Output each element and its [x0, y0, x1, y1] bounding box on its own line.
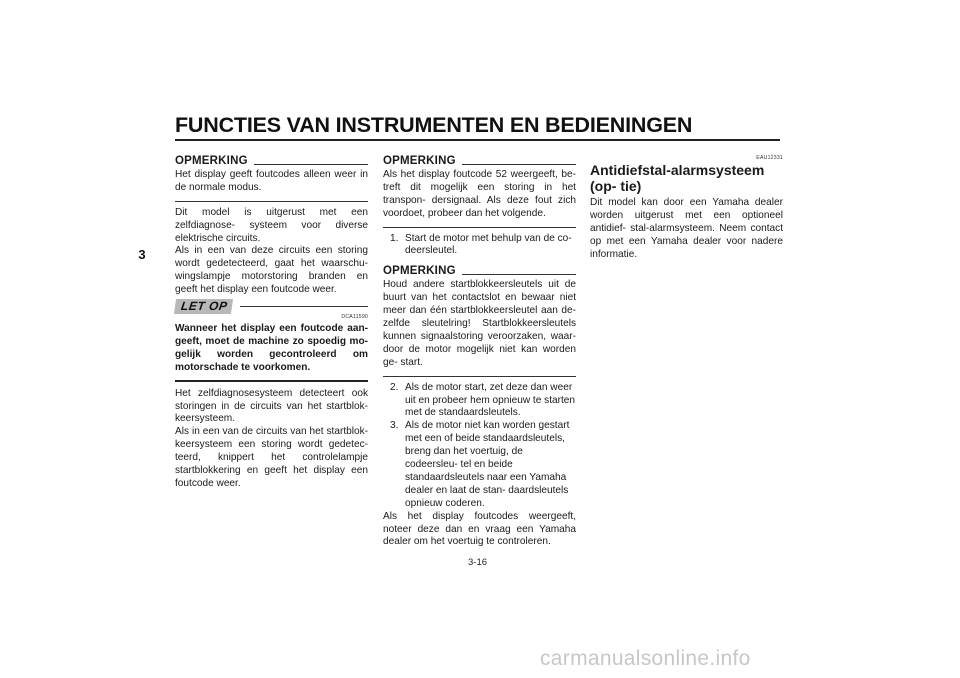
chapter-tab: 3 — [128, 238, 156, 270]
caution-header — [175, 299, 368, 314]
page-number: 3-16 — [468, 557, 488, 568]
step-number: 1. — [390, 232, 399, 244]
paragraph: Als het display foutcodes weergeeft, noteer deze dan en vraag een Yamaha dealer om het voertuig te controleren. — [383, 510, 576, 548]
section-code: EAU12331 — [756, 155, 783, 161]
list-item — [383, 420, 576, 510]
caution-divider — [240, 306, 368, 307]
note-text: Als het display foutcode 52 weergeeft, be- treft dit mogelijk een storing in het transpon- dersignaal. Als deze fout zich voordoet, probeer dan het volgende. — [383, 168, 576, 219]
column-2 — [383, 155, 576, 549]
step-list — [383, 382, 576, 511]
paragraph: Het zelfdiagnosesysteem detecteert ook storingen in de circuits van het startblok- keersysteem. — [175, 387, 368, 425]
note-label: OPMERKING — [383, 265, 456, 278]
paragraph: Als in een van de circuits van het startblok- keersysteem een storing wordt gedetec- teerd, knippert het controlelampje startblokkering en geeft het display een foutcode weer. — [175, 426, 368, 489]
note-label: OPMERKING — [175, 155, 248, 167]
page-title: FUNCTIES VAN INSTRUMENTEN EN BEDIENINGEN — [175, 113, 693, 137]
note-text: Houd andere startblokkeersleutels uit de buurt van het contactslot en bewaar niet meer dan één startblokkeersleutel aan de- zelfde sleutelring! Startblokkeersleutels kunnen signaalstoring veroorzaken, waar- door de motor mogelijk niet kan worden ge- start. — [383, 279, 576, 368]
step-text: Als de motor niet kan worden gestart met een of beide standaardsleutels, breng dan het voertuig, de codeersleu- tel en beide standaardsleutels naar een Yamaha dealer en laat de stan- daardsleutels opnieuw coderen. — [405, 420, 570, 509]
step-list — [383, 233, 576, 259]
step-text: Start de motor met behulp van de co- deersleutel. — [405, 232, 572, 257]
column-1 — [175, 155, 368, 491]
caution-code: DCA11590 — [341, 313, 368, 320]
note-header — [175, 155, 368, 168]
caution-text: Wanneer het display een foutcode aan- geeft, moet de machine zo spoedig mo- gelijk worden gecontroleerd om motorschade te voorkomen. — [175, 322, 368, 373]
header-rule — [175, 139, 780, 141]
list-item — [383, 382, 576, 421]
note-divider — [462, 164, 576, 165]
note-text: Het display geeft foutcodes alleen weer in de normale modus. — [175, 168, 368, 193]
paragraph: Als in een van deze circuits een storing wordt gedetecteerd, gaat het waarschu- wingslampje motorstoring branden en geeft het display een foutcode weer. — [175, 245, 368, 296]
caution-label: LET OP — [174, 299, 233, 314]
note-label: OPMERKING — [383, 155, 456, 167]
note-divider — [462, 274, 576, 275]
watermark: carmanualsonline.info — [540, 647, 751, 670]
step-text: Als de motor start, zet deze dan weer uit en probeer hem opnieuw te starten met de standaardsleutels. — [405, 381, 576, 419]
note-header — [383, 265, 576, 278]
list-item — [383, 233, 576, 259]
note-divider — [254, 164, 368, 165]
paragraph: Dit model kan door een Yamaha dealer worden uitgerust met een optioneel antidief- stal-alarmsysteem. Neem contact op met een Yamaha dealer voor nadere informatie. — [590, 197, 783, 260]
note-header — [383, 155, 576, 168]
step-number: 3. — [390, 420, 399, 432]
note-end-rule — [383, 376, 576, 377]
step-number: 2. — [390, 381, 399, 393]
section-heading: Antidiefstal-alarmsysteem (op- tie) — [590, 162, 765, 194]
caution-end-rule — [175, 380, 368, 382]
paragraph: Dit model is uitgerust met een zelfdiagnose- systeem voor diverse elektrische circuits. — [175, 206, 368, 244]
column-3 — [590, 155, 783, 262]
note-end-rule — [383, 227, 576, 228]
note-end-rule — [175, 201, 368, 202]
